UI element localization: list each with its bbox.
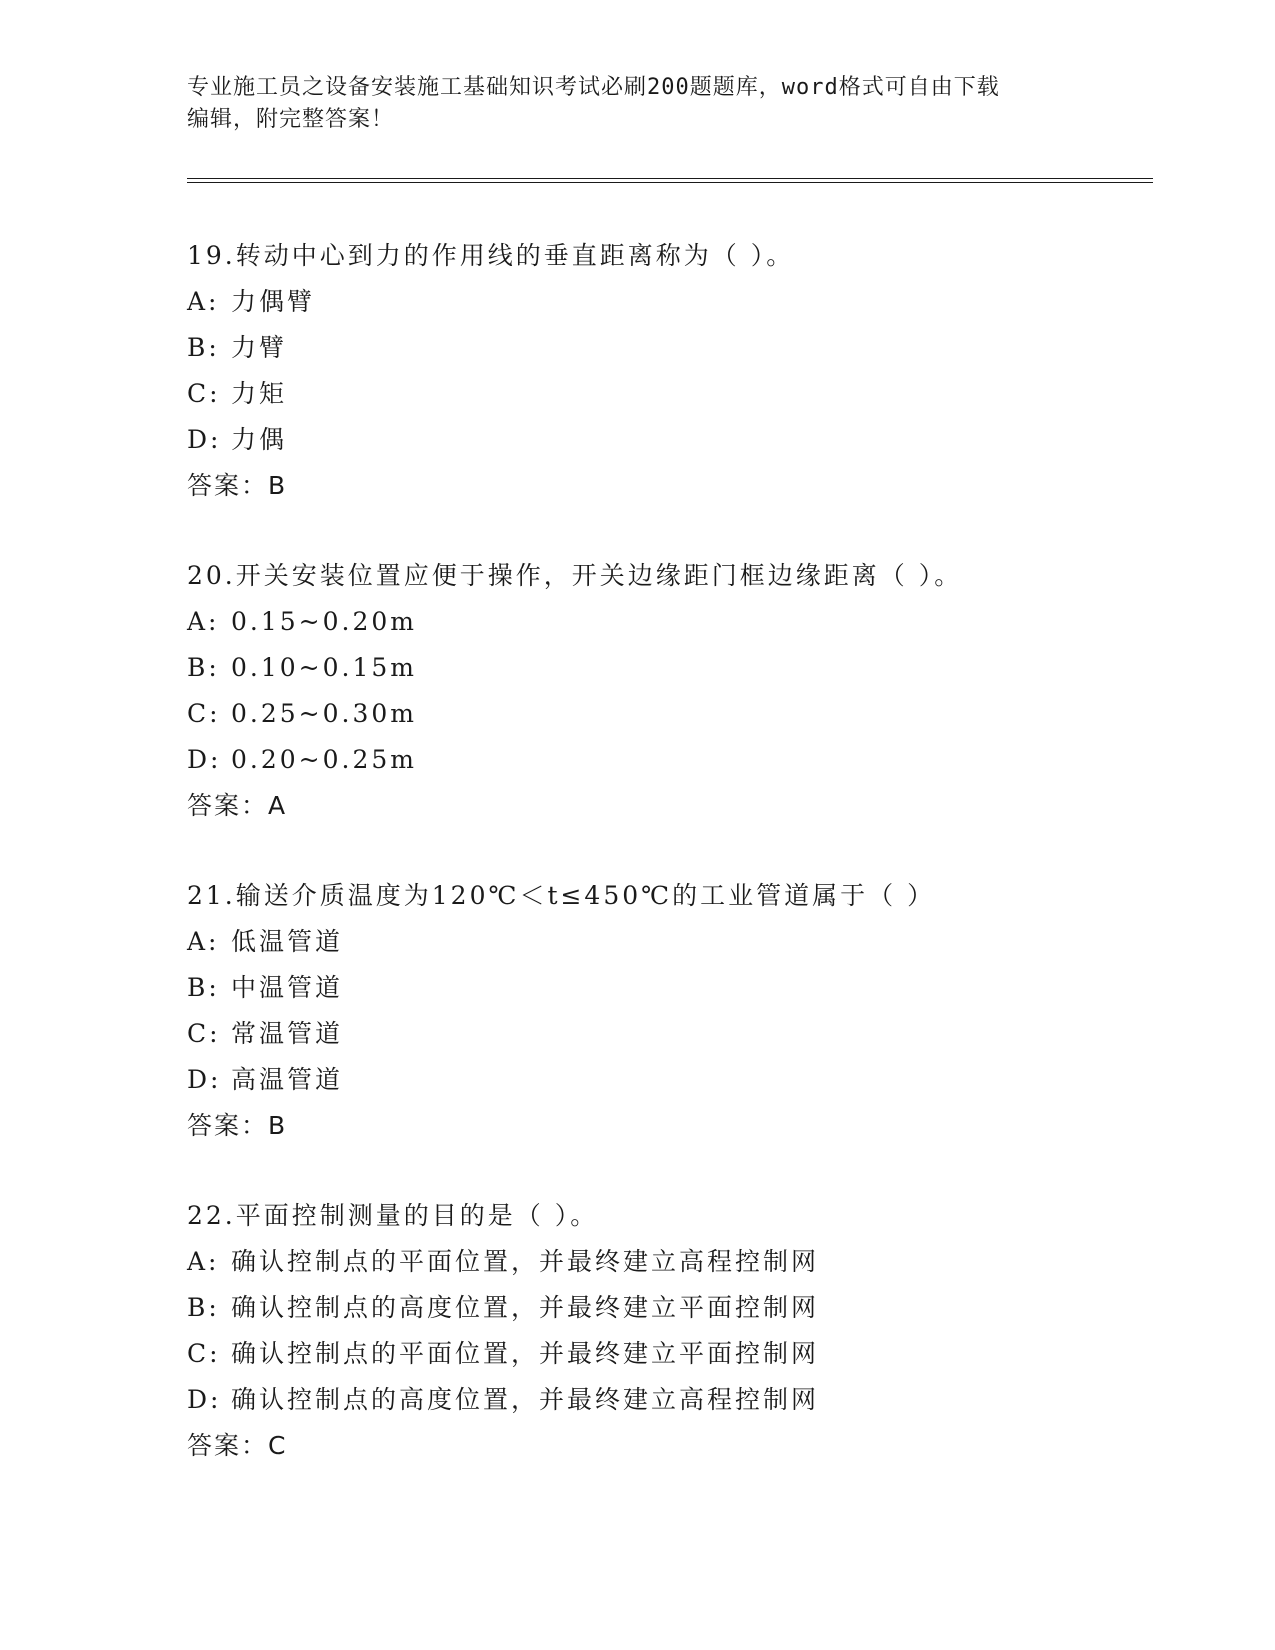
header-divider-bottom (187, 182, 1153, 183)
option-text: 确认控制点的平面位置，并最终建立平面控制网 (231, 1339, 820, 1368)
option-d (187, 737, 1187, 783)
option-d (187, 1057, 1187, 1103)
answer: 答案：B (187, 471, 288, 500)
option-text: 0.10~0.15m (231, 653, 417, 682)
option-key: C: (187, 1339, 221, 1368)
option-text: 0.20~0.25m (231, 745, 417, 774)
option-key: A: (187, 927, 220, 956)
option-a (187, 919, 1187, 965)
option-text: 力臂 (231, 333, 288, 362)
question-22 (187, 1193, 1187, 1469)
option-a (187, 279, 1187, 325)
option-a (187, 1239, 1187, 1285)
option-key: D: (187, 1065, 222, 1094)
question-stem: 22.平面控制测量的目的是（ ）。 (187, 1201, 599, 1230)
option-key: A: (187, 607, 220, 636)
option-key: B: (187, 1293, 220, 1322)
question-stem: 20.开关安装位置应便于操作，开关边缘距门框边缘距离（ ）。 (187, 561, 963, 590)
option-text: 0.15~0.20m (231, 607, 417, 636)
question-stem: 21.输送介质温度为120℃＜t≤450℃的工业管道属于（ ） (187, 881, 936, 910)
option-b (187, 645, 1187, 691)
option-c (187, 1331, 1187, 1377)
option-text: 高温管道 (231, 1065, 344, 1094)
option-text: 低温管道 (231, 927, 344, 956)
option-key: C: (187, 1019, 221, 1048)
option-text: 0.25~0.30m (231, 699, 417, 728)
option-key: D: (187, 425, 222, 454)
question-stem: 19.转动中心到力的作用线的垂直距离称为（ ）。 (187, 241, 795, 270)
option-a (187, 599, 1187, 645)
option-text: 确认控制点的高度位置，并最终建立平面控制网 (231, 1293, 820, 1322)
option-key: C: (187, 379, 221, 408)
answer: 答案：A (187, 791, 288, 820)
header-divider-top (187, 178, 1153, 179)
option-b (187, 965, 1187, 1011)
option-key: A: (187, 287, 220, 316)
option-d (187, 417, 1187, 463)
option-key: A: (187, 1247, 220, 1276)
option-key: B: (187, 333, 220, 362)
option-b (187, 1285, 1187, 1331)
option-text: 确认控制点的平面位置，并最终建立高程控制网 (231, 1247, 820, 1276)
question-21 (187, 873, 1187, 1149)
option-text: 力偶臂 (231, 287, 316, 316)
option-d (187, 1377, 1187, 1423)
option-text: 中温管道 (231, 973, 344, 1002)
option-text: 力矩 (231, 379, 288, 408)
option-c (187, 371, 1187, 417)
header-line-1: 专业施工员之设备安装施工基础知识考试必刷200题题库，word格式可自由下载 (187, 75, 1000, 100)
option-c (187, 1011, 1187, 1057)
option-key: D: (187, 1385, 222, 1414)
answer: 答案：C (187, 1431, 288, 1460)
option-text: 常温管道 (231, 1019, 344, 1048)
option-c (187, 691, 1187, 737)
header-line-2: 编辑，附完整答案！ (187, 107, 395, 132)
question-19 (187, 233, 1187, 509)
question-20 (187, 553, 1187, 829)
document-header (187, 72, 1067, 136)
option-key: B: (187, 653, 220, 682)
option-text: 确认控制点的高度位置，并最终建立高程控制网 (231, 1385, 820, 1414)
option-text: 力偶 (231, 425, 288, 454)
answer: 答案：B (187, 1111, 288, 1140)
option-b (187, 325, 1187, 371)
option-key: C: (187, 699, 221, 728)
option-key: B: (187, 973, 220, 1002)
option-key: D: (187, 745, 222, 774)
